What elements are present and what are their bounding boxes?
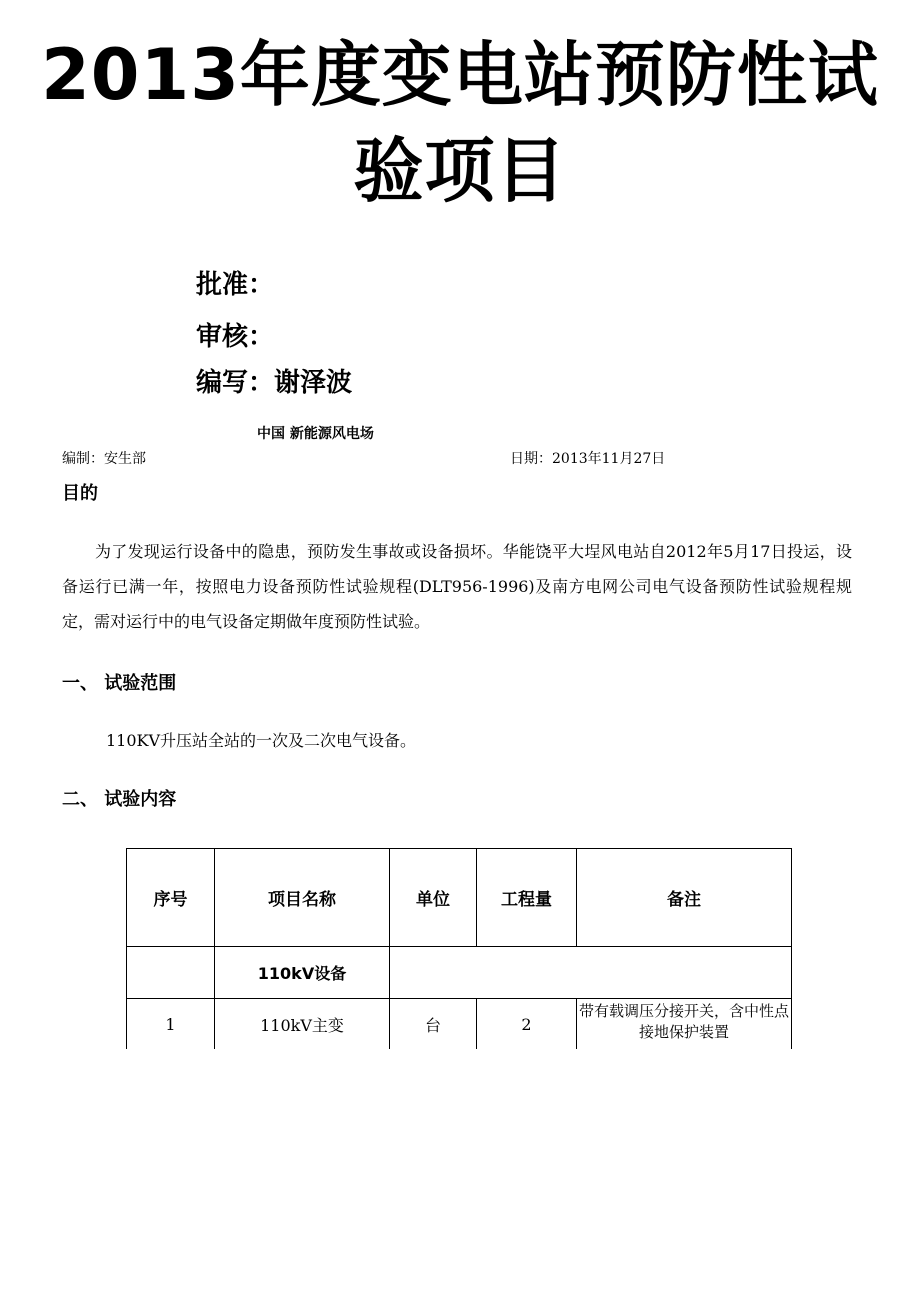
header-cell-quantity: 工程量 [477, 849, 577, 947]
scope-heading: 一、 试验范围 [62, 673, 177, 694]
header-cell-unit: 单位 [390, 849, 477, 947]
purpose-heading: 目的 [62, 483, 98, 504]
group-no-cell [127, 947, 215, 999]
row-unit-cell: 台 [390, 999, 477, 1050]
group-name-cell: 110kV设备 [215, 947, 390, 999]
purpose-paragraph: 为了发现运行设备中的隐患，预防发生事故或设备损坏。华能饶平大埕风电站自2012年5月17日投运，设备运行已满一年，按照电力设备预防性试验规程(DLT956-1996)及南方电网公司电气设备预防性试验规程规定，需对运行中的电气设备定期做年度预防性试验。 [62, 542, 852, 631]
table-row [127, 999, 792, 1050]
table-header-row [127, 849, 792, 947]
header-cell-name: 项目名称 [215, 849, 390, 947]
author-line: 编写：谢泽波 [196, 368, 353, 398]
scope-paragraph: 110KV升压站全站的一次及二次电气设备。 [106, 731, 417, 750]
row-remark-cell: 带有载调压分接开关，含中性点接地保护装置 [577, 999, 792, 1050]
document-title-line-2: 验项目 [353, 130, 567, 212]
table-group-row [127, 947, 792, 999]
header-cell-remark: 备注 [577, 849, 792, 947]
organization-name: 中国 新能源风电场 [257, 426, 374, 442]
prepared-by: 编制：安生部 [62, 451, 146, 467]
review-line: 审核： [196, 322, 275, 352]
content-heading: 二、 试验内容 [62, 789, 177, 810]
group-empty-cell [390, 947, 792, 999]
document-date: 日期：2013年11月27日 [510, 451, 666, 467]
test-items-table [126, 848, 792, 1049]
row-quantity-cell: 2 [477, 999, 577, 1050]
row-name-cell: 110kV主变 [215, 999, 390, 1050]
header-cell-no: 序号 [127, 849, 215, 947]
document-title-line-1: 2013年度变电站预防性试 [41, 34, 879, 116]
approval-line: 批准： [196, 270, 275, 300]
row-no-cell: 1 [127, 999, 215, 1050]
